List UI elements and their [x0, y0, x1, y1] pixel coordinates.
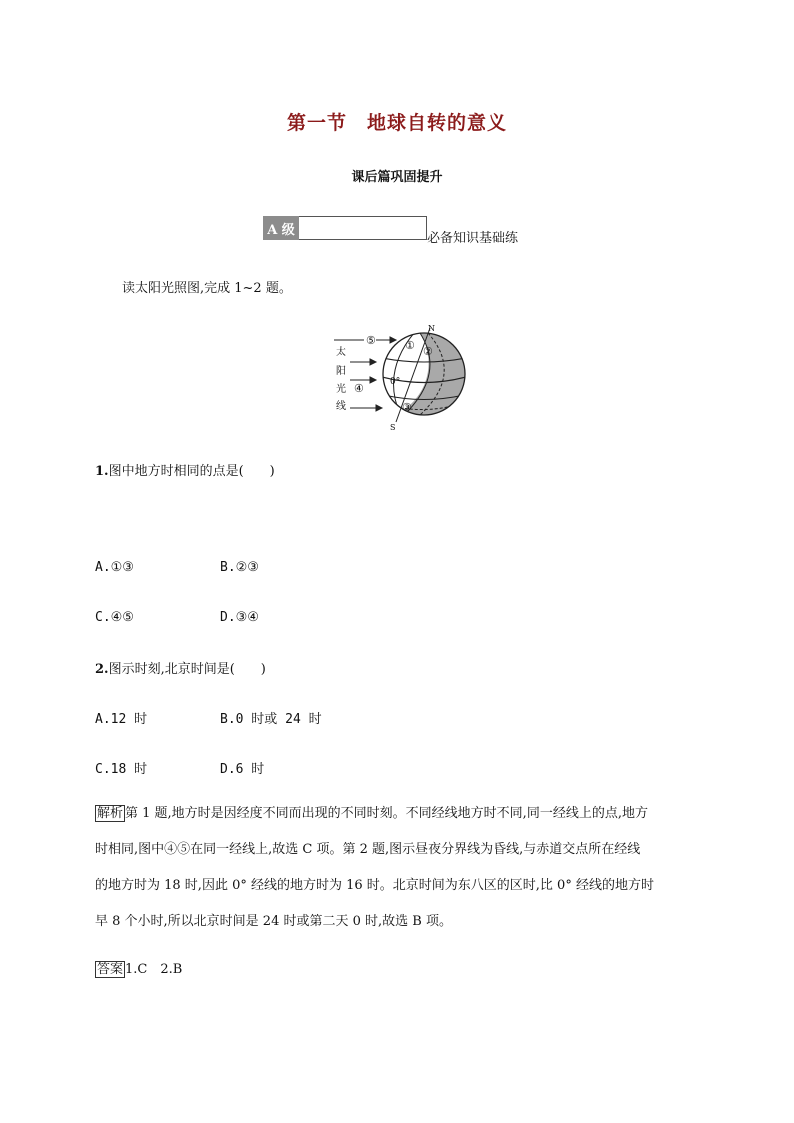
question-number: 2.: [95, 662, 109, 677]
mark-1: ①: [405, 339, 415, 352]
intro-text: 读太阳光照图,完成 1~2 题。: [122, 281, 292, 296]
mark-5: ⑤: [366, 334, 376, 347]
sun-label-1: 太: [336, 347, 346, 358]
sunlight-figure: [330, 322, 470, 438]
mark-2: ②: [423, 345, 433, 358]
option-a: A.①③: [95, 560, 134, 575]
mark-3: ③: [402, 401, 412, 414]
globe-diagram: [330, 322, 470, 434]
sun-label-3: 光: [336, 384, 346, 395]
question-number: 1.: [95, 464, 109, 479]
level-badge: A 级: [263, 216, 299, 240]
question-2: [95, 658, 266, 677]
analysis-line-4: 早 8 个小时,所以北京时间是 24 时或第二天 0 时,故选 B 项。: [95, 914, 452, 929]
analysis-block: [95, 796, 705, 940]
analysis-line-3: 的地方时为 18 时,因此 0° 经线的地方时为 16 时。北京时间为东八区的区时,比 0° 经线的地方时: [95, 878, 654, 893]
page-title: [0, 108, 794, 135]
north-label: N: [428, 324, 435, 333]
question-1: [95, 460, 275, 479]
question-stem: 图中地方时相同的点是( ): [108, 464, 275, 479]
option-c: C.18 时: [95, 762, 148, 777]
question-stem: 图示时刻,北京时间是( ): [108, 662, 266, 677]
analysis-line-1: [95, 796, 705, 832]
page-subtitle: 课后篇巩固提升: [351, 170, 443, 185]
option-a: A.12 时: [95, 712, 148, 727]
option-c: C.④⑤: [95, 610, 134, 625]
option-b: B.0 时或 24 时: [220, 712, 322, 727]
degree-label: 0°: [390, 377, 401, 387]
sun-label-2: 阳: [336, 366, 346, 377]
answer-tag: 答案: [97, 962, 124, 977]
analysis-text: 第 1 题,地方时是因经度不同而出现的不同时刻。不同经线地方时不同,同一经线上的点,地方: [125, 806, 648, 821]
option-d: D.6 时: [220, 762, 265, 777]
analysis-tag: 解析: [97, 806, 124, 821]
level-heading: [263, 214, 519, 246]
section-title: 地球自转的意义: [367, 112, 508, 134]
analysis-line-2: 时相同,图中④⑤在同一经线上,故选 C 项。第 2 题,图示昼夜分界线为昏线,与赤道交点所在经线: [95, 842, 641, 857]
mark-4: ④: [354, 382, 364, 395]
option-b: B.②③: [220, 560, 259, 575]
sun-label-4: 线: [336, 401, 346, 412]
answer-text: 1.C 2.B: [125, 962, 183, 977]
level-label: 必备知识基础练: [427, 231, 519, 246]
level-blank-box: [299, 216, 427, 240]
south-label: S: [390, 423, 396, 432]
answer-block: [95, 952, 705, 988]
section-number: 第一节: [286, 112, 347, 134]
option-d: D.③④: [220, 610, 259, 625]
